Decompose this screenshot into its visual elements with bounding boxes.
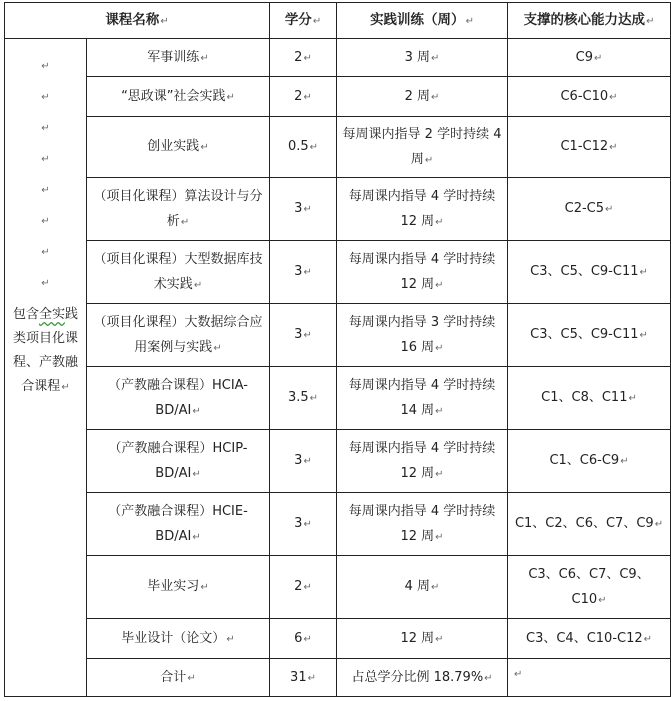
paragraph-mark: ↵ [41, 278, 50, 289]
table-row [5, 619, 671, 659]
ability-cell: C1、C8、C11↵ [508, 367, 671, 430]
course-name-cell: （产教融合课程）HCIE-BD/AI↵ [87, 493, 270, 556]
paragraph-mark: ↵ [41, 216, 50, 227]
credit-cell: 2↵ [270, 39, 337, 77]
course-name-cell: 毕业实习↵ [87, 556, 270, 619]
practice-cell: 2 周↵ [337, 77, 508, 117]
course-name-cell: 创业实践↵ [87, 117, 270, 178]
course-name-cell: （项目化课程）大型数据库技术实践↵ [87, 241, 270, 304]
credit-cell: 3↵ [270, 304, 337, 367]
practice-cell: 每周课内指导 3 学时持续 16 周↵ [337, 304, 508, 367]
credit-cell: 3↵ [270, 430, 337, 493]
credit-cell: 2↵ [270, 77, 337, 117]
ability-cell: C6-C10↵ [508, 77, 671, 117]
credit-cell: 6↵ [270, 619, 337, 659]
ability-cell: C3、C5、C9-C11↵ [508, 241, 671, 304]
credit-cell: 3↵ [270, 241, 337, 304]
table-row [5, 178, 671, 241]
table-row [5, 556, 671, 619]
course-name-cell: 军事训练↵ [87, 39, 270, 77]
header-ability: 支撑的核心能力达成↵ [508, 3, 671, 39]
ability-cell: C3、C4、C10-C12↵ [508, 619, 671, 659]
total-row [5, 659, 671, 697]
credit-cell: 0.5↵ [270, 117, 337, 178]
ability-cell: C3、C6、C7、C9、C10↵ [508, 556, 671, 619]
practice-cell: 12 周↵ [337, 619, 508, 659]
header-course-name: 课程名称↵ [5, 3, 270, 39]
practice-cell: 每周课内指导 4 学时持续 14 周↵ [337, 367, 508, 430]
paragraph-mark: ↵ [41, 154, 50, 165]
ability-cell: C1、C2、C6、C7、C9↵ [508, 493, 671, 556]
course-name-cell: “思政课”社会实践↵ [87, 77, 270, 117]
category-label: 包含全实践类项目化课程、产教融合课程↵ [12, 307, 79, 394]
course-name-cell: （项目化课程）大数据综合应用案例与实践↵ [87, 304, 270, 367]
practice-cell: 每周课内指导 4 学时持续 12 周↵ [337, 493, 508, 556]
total-ability-cell: ↵ [508, 659, 671, 697]
credit-cell: 3↵ [270, 178, 337, 241]
table-row [5, 304, 671, 367]
practice-cell: 3 周↵ [337, 39, 508, 77]
paragraph-mark: ↵ [41, 61, 50, 72]
course-name-cell: 毕业设计（论文）↵ [87, 619, 270, 659]
category-cell [5, 39, 87, 697]
practice-cell: 每周课内指导 2 学时持续 4 周↵ [337, 117, 508, 178]
paragraph-mark: ↵ [41, 247, 50, 258]
course-name-cell: （项目化课程）算法设计与分析↵ [87, 178, 270, 241]
ability-cell: C9↵ [508, 39, 671, 77]
credit-cell: 2↵ [270, 556, 337, 619]
ability-cell: C1、C6-C9↵ [508, 430, 671, 493]
ability-cell: C3、C5、C9-C11↵ [508, 304, 671, 367]
practice-cell: 每周课内指导 4 学时持续 12 周↵ [337, 430, 508, 493]
practice-course-table [4, 2, 671, 697]
total-label-cell: 合计↵ [87, 659, 270, 697]
total-credit-cell: 31↵ [270, 659, 337, 697]
practice-cell: 每周课内指导 4 学时持续 12 周↵ [337, 178, 508, 241]
paragraph-mark: ↵ [41, 185, 50, 196]
header-row [5, 3, 671, 39]
course-name-cell: （产教融合课程）HCIP-BD/AI↵ [87, 430, 270, 493]
ability-cell: C1-C12↵ [508, 117, 671, 178]
table-row [5, 493, 671, 556]
course-name-cell: （产教融合课程）HCIA-BD/AI↵ [87, 367, 270, 430]
paragraph-mark: ↵ [41, 123, 50, 134]
header-credit: 学分↵ [270, 3, 337, 39]
paragraph-mark: ↵ [41, 92, 50, 103]
practice-cell: 每周课内指导 4 学时持续 12 周↵ [337, 241, 508, 304]
table-row [5, 430, 671, 493]
header-practice: 实践训练（周）↵ [337, 3, 508, 39]
spellcheck-underline: 全实 [38, 307, 65, 322]
table-row [5, 367, 671, 430]
practice-cell: 4 周↵ [337, 556, 508, 619]
ability-cell: C2-C5↵ [508, 178, 671, 241]
credit-cell: 3↵ [270, 493, 337, 556]
credit-cell: 3.5↵ [270, 367, 337, 430]
table-row [5, 39, 671, 77]
table-row [5, 117, 671, 178]
total-practice-cell: 占总学分比例 18.79%↵ [337, 659, 508, 697]
table-row [5, 241, 671, 304]
table-row [5, 77, 671, 117]
